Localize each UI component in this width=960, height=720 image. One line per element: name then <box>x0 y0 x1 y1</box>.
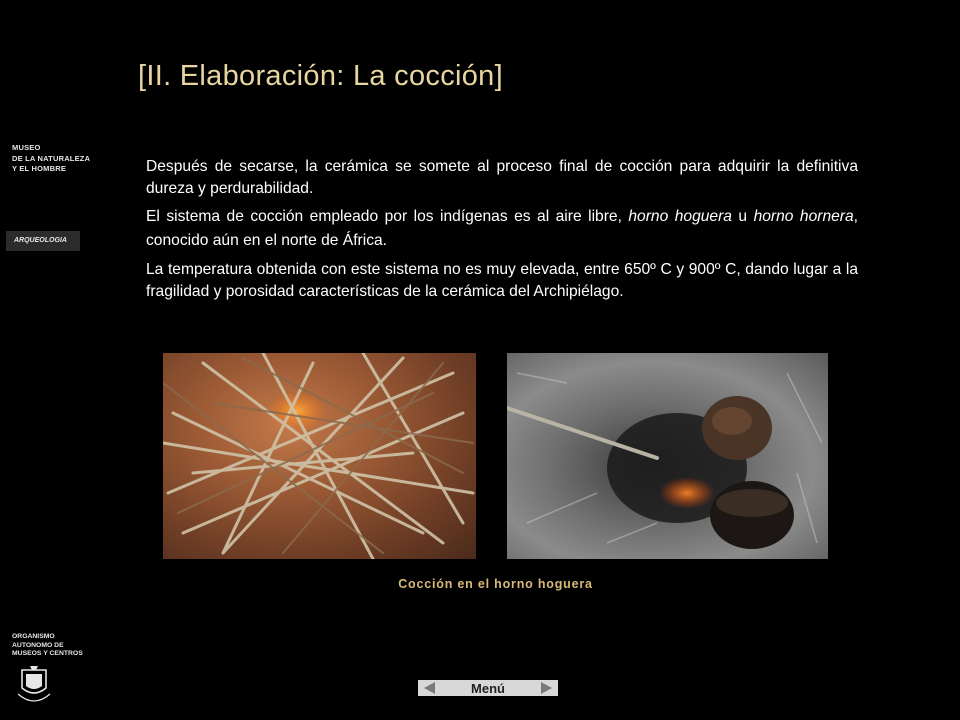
arrow-left-icon[interactable] <box>424 682 435 694</box>
brand-line: DE LA NATURALEZA <box>12 153 91 163</box>
org-line: ORGANISMO <box>12 633 55 640</box>
cabildo-crest-logo <box>14 660 54 708</box>
brand-line: Y EL HOMBRE <box>12 164 67 173</box>
paragraph-2: El sistema de cocción empleado por los indígenas es al aire libre, horno hoguera u horno hornera, conocido aún en el norte de África. <box>146 208 859 249</box>
org-brand <box>12 633 83 659</box>
museum-brand <box>12 143 90 175</box>
body-text <box>146 156 858 308</box>
menu-button[interactable]: Menú <box>471 680 505 696</box>
brand-line: MUSEO <box>12 143 41 152</box>
org-line: MUSEOS Y CENTROS <box>12 650 83 657</box>
bonfire-photo-left <box>163 353 476 559</box>
page-title: [II. Elaboración: La cocción] <box>138 60 503 92</box>
paragraph-1: Después de secarse, la cerámica se somete al proceso final de cocción para adquirir la definitiva dureza y perdurabilidad. <box>146 158 858 197</box>
nav-bar <box>418 680 558 696</box>
bonfire-photo-right <box>507 353 828 559</box>
ashes-pottery-image <box>507 353 828 559</box>
arrow-right-icon[interactable] <box>541 682 552 694</box>
section-tag-arqueologia: ARQUEOLOGIA <box>6 231 80 251</box>
paragraph-3: La temperatura obtenida con este sistema no es muy elevada, entre 650º C y 900º C, dando lugar a la fragilidad y porosidad características de la cerámica del Archipiélago. <box>146 261 858 300</box>
photo-caption: Cocción en el horno hoguera <box>398 577 593 591</box>
org-line: AUTONOMO DE <box>12 641 64 649</box>
branches-image <box>163 353 476 559</box>
